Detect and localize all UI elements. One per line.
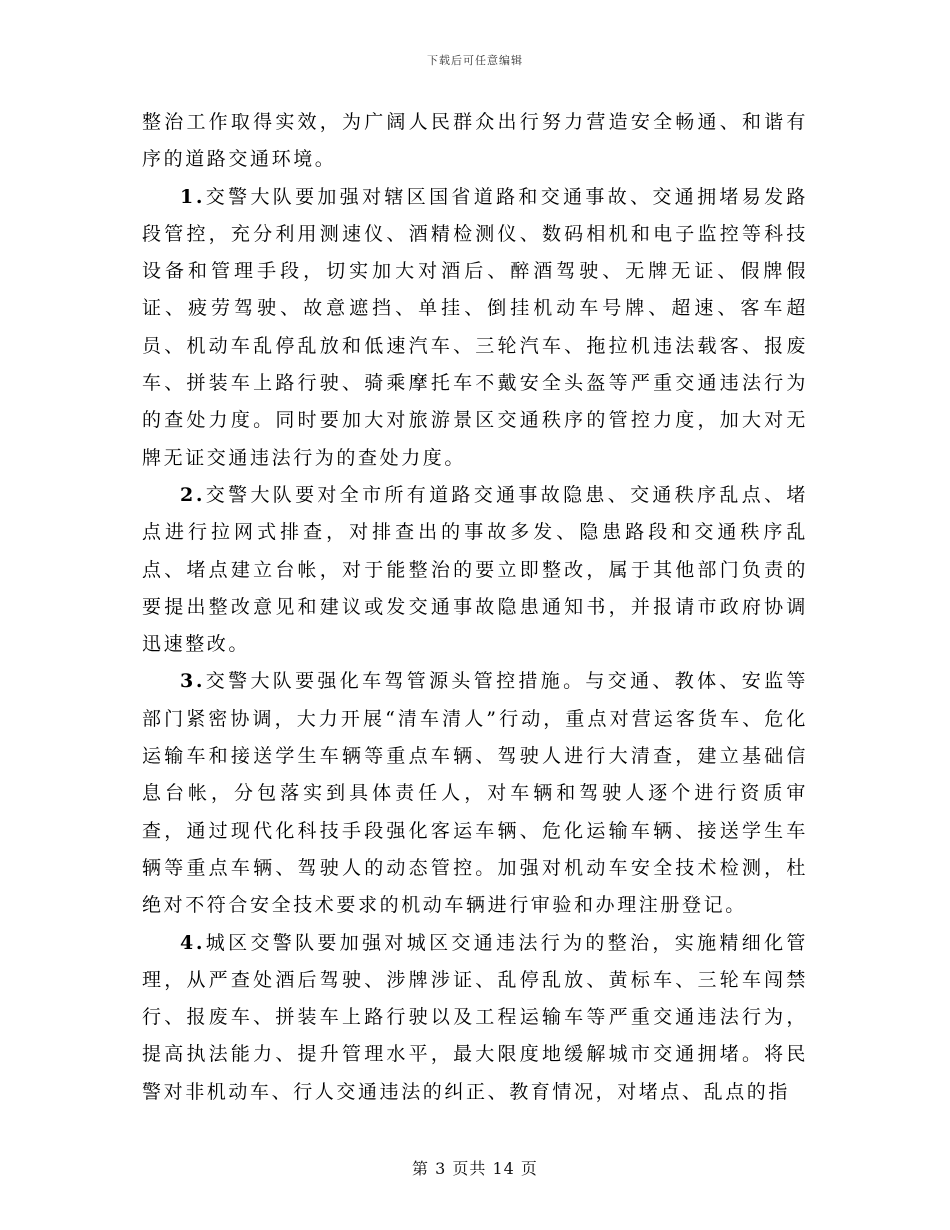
paragraph-text: 交警大队要强化车驾管源头管控措施。与交通、教体、安监等部门紧密协调，大力开展“清车清人”行动，重点对营运客货车、危化运输车和接送学生车辆等重点车辆、驾驶人进行大清查，建立基础信息台帐，分包落实到具体责任人，对车辆和驾驶人逐个进行资质审查，通过现代化科技手段强化客运车辆、危化运输车辆、接送学生车辆等重点车辆、驾驶人的动态管控。加强对机动车安全技术检测，杜绝对不符合安全技术要求的机动车辆进行审验和办理注册登记。 [142,670,808,917]
paragraph-continuation [142,104,808,179]
document-body [142,104,808,1111]
item-number: 2. [180,483,206,506]
paragraph-text: 交警大队要加强对辖区国省道路和交通事故、交通拥堵易发路段管控，充分利用测速仪、酒精检测仪、数码相机和电子监控等科技设备和管理手段，切实加大对酒后、醉酒驾驶、无牌无证、假牌假证、疲劳驾驶、故意遮挡、单挂、倒挂机动车号牌、超速、客车超员、机动车乱停乱放和低速汽车、三轮汽车、拖拉机违法载客、报废车、拼装车上路行驶、骑乘摩托车不戴安全头盔等严重交通违法行为的查处力度。同时要加大对旅游景区交通秩序的管控力度，加大对无牌无证交通违法行为的查处力度。 [142,185,808,469]
paragraph-item-1 [142,179,808,477]
page-header: 下载后可任意编辑 [427,54,523,67]
page-footer: 第 3 页共 14 页 [412,1159,538,1178]
item-number: 4. [180,931,206,954]
paragraph-text: 交警大队要对全市所有道路交通事故隐患、交通秩序乱点、堵点进行拉网式排查，对排查出的事故多发、隐患路段和交通秩序乱点、堵点建立台帐，对于能整治的要立即整改，属于其他部门负责的要提出整改意见和建议或发交通事故隐患通知书，并报请市政府协调迅速整改。 [142,483,808,656]
paragraph-item-4 [142,925,808,1111]
paragraph-text: 城区交警队要加强对城区交通违法行为的整治，实施精细化管理，从严查处酒后驾驶、涉牌涉证、乱停乱放、黄标车、三轮车闯禁行、报废车、拼装车上路行驶以及工程运输车等严重交通违法行为，提高执法能力、提升管理水平，最大限度地缓解城市交通拥堵。将民警对非机动车、行人交通违法的纠正、教育情况，对堵点、乱点的指 [142,931,808,1103]
paragraph-text: 整治工作取得实效，为广阔人民群众出行努力营造安全畅通、和谐有序的道路交通环境。 [142,111,808,171]
item-number: 3. [180,670,206,693]
paragraph-item-3 [142,663,808,924]
paragraph-item-2 [142,477,808,663]
item-number: 1. [180,185,206,208]
